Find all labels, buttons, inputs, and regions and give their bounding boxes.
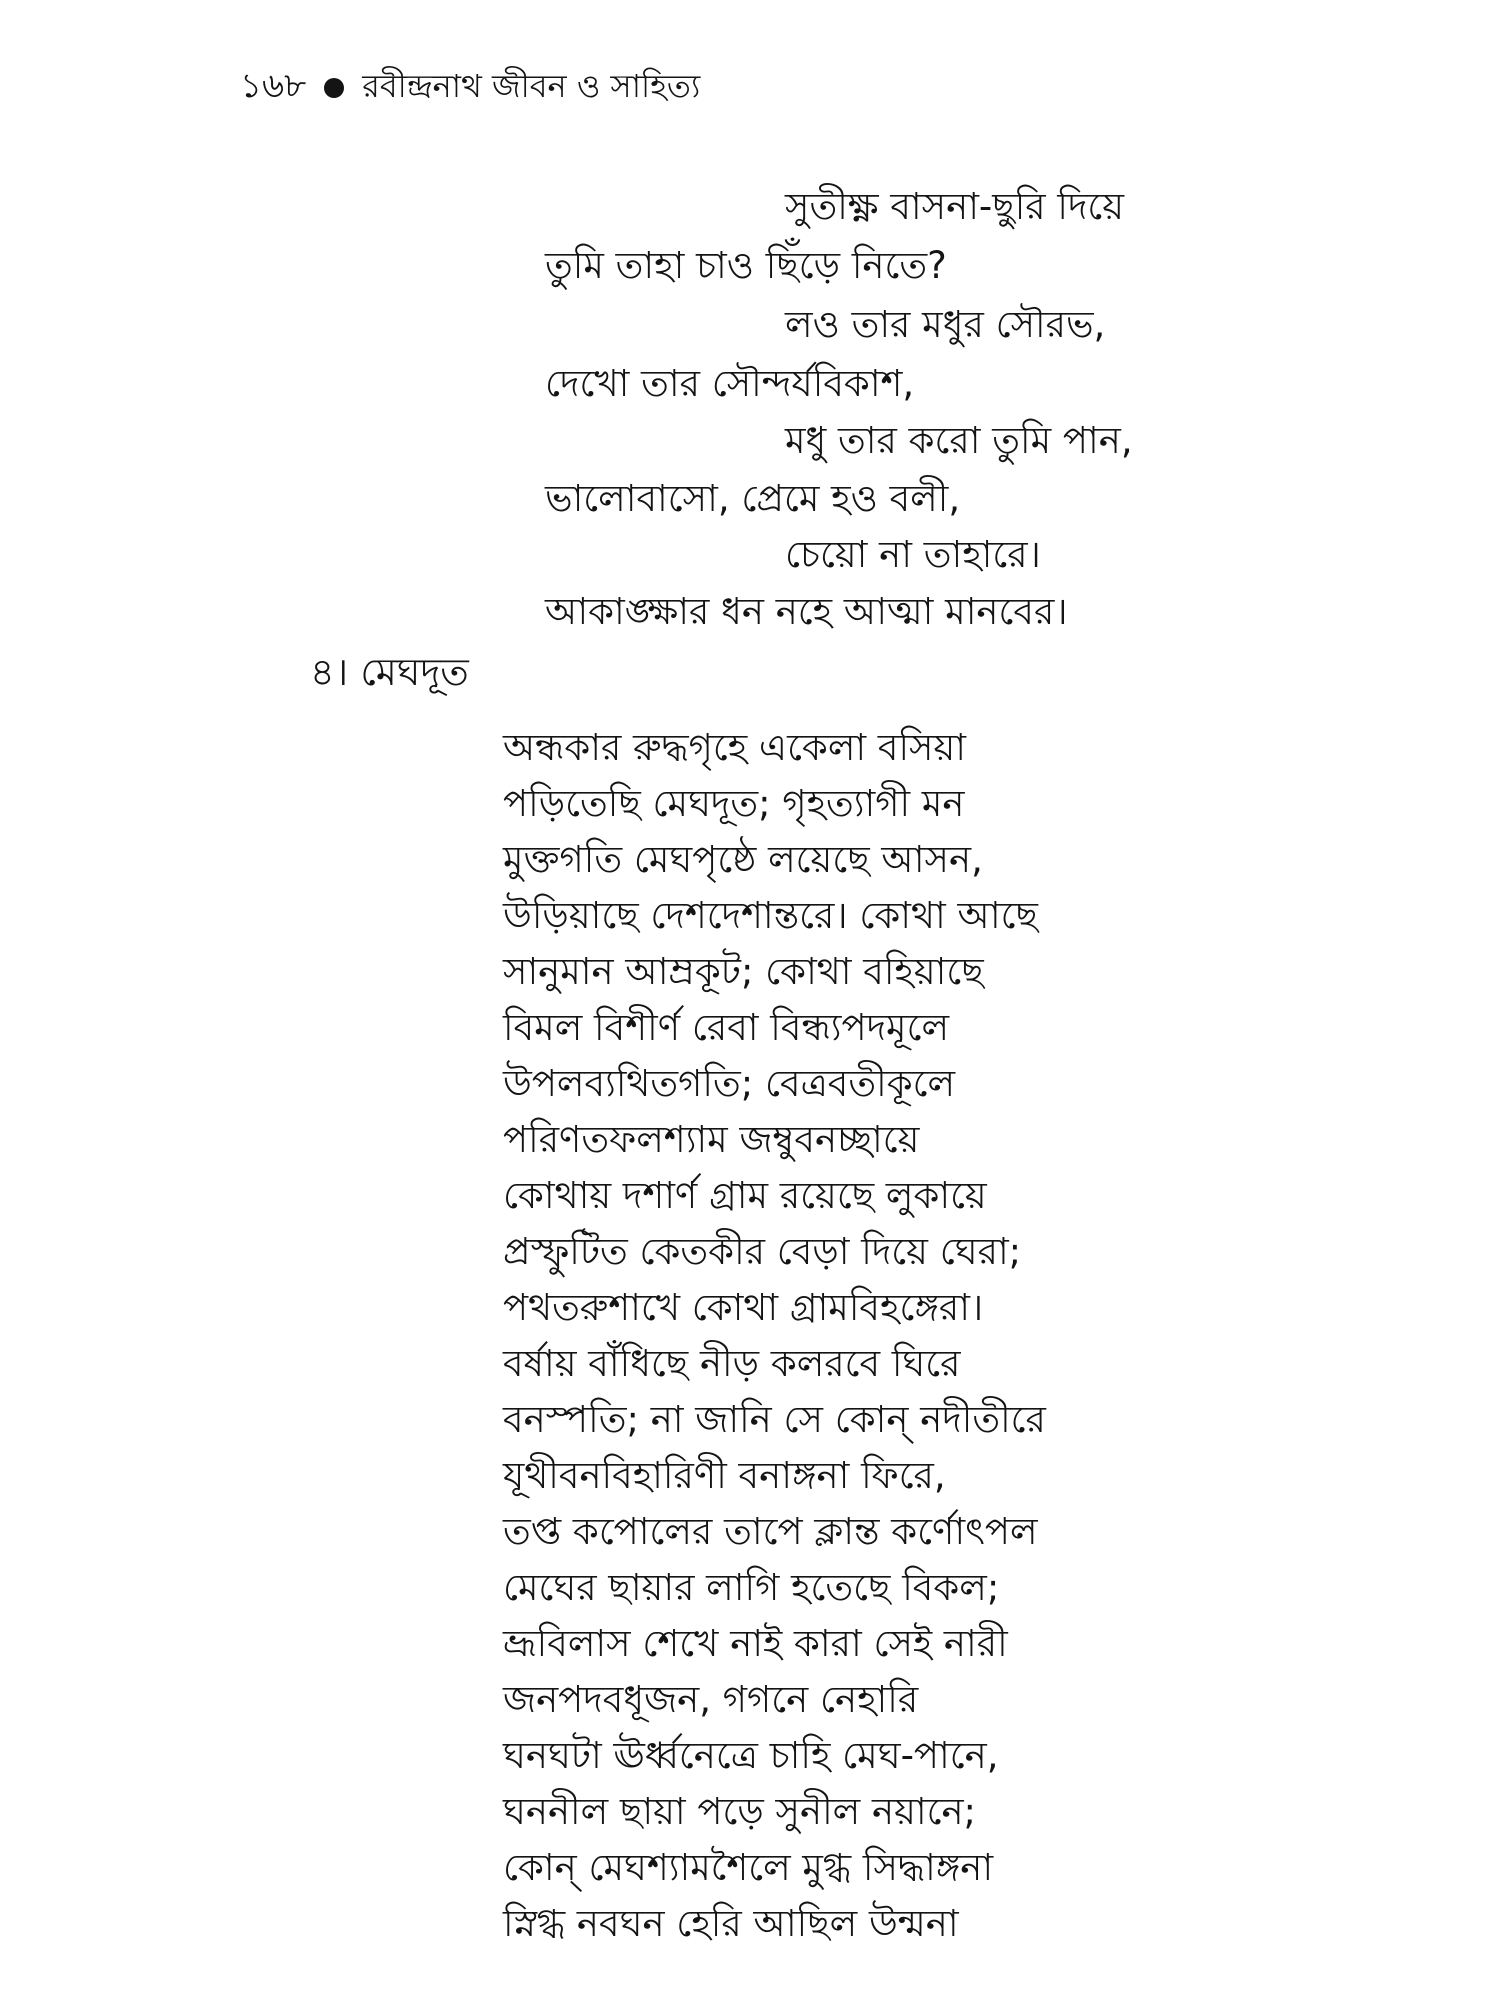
poem-line: মধু তার করো তুমি পান, <box>785 419 1133 462</box>
poem-line: স্নিগ্ধ নবঘন হেরি আছিল উন্মনা <box>503 1902 959 1945</box>
poem-line: চেয়ো না তাহারে। <box>785 533 1041 576</box>
poem-line: কোথায় দশার্ণ গ্রাম রয়েছে লুকায়ে <box>503 1174 987 1217</box>
poem-line: প্রস্ফুটিত কেতকীর বেড়া দিয়ে ঘেরা; <box>503 1230 1022 1273</box>
poem-line: উড়িয়াছে দেশদেশান্তরে। কোথা আছে <box>503 894 1038 937</box>
book-title: রবীন্দ্রনাথ জীবন ও সাহিত্য <box>362 67 701 105</box>
poem-line: তুমি তাহা চাও ছিঁড়ে নিতে? <box>545 244 947 287</box>
poem-line: পথতরুশাখে কোথা গ্রামবিহঙ্গেরা। <box>503 1286 984 1329</box>
poem-line: লও তার মধুর সৌরভ, <box>785 303 1106 346</box>
page-header <box>240 64 700 112</box>
poem-line: আকাঙ্ক্ষার ধন নহে আত্মা মানবের। <box>545 590 1068 633</box>
poem-line: ঘননীল ছায়া পড়ে সুনীল নয়ানে; <box>503 1790 977 1833</box>
poem-line: পরিণতফলশ্যাম জম্বুবনচ্ছায়ে <box>503 1118 920 1161</box>
poem-line: মুক্তগতি মেঘপৃষ্ঠে লয়েছে আসন, <box>503 838 983 881</box>
poem-line: ঘনঘটা ঊর্ধ্বনেত্রে চাহি মেঘ-পানে, <box>503 1734 999 1777</box>
poem-line: দেখো তার সৌন্দর্যবিকাশ, <box>545 362 915 405</box>
poem-line: বিমল বিশীর্ণ রেবা বিন্ধ্যপদমূলে <box>503 1006 950 1049</box>
poem-line: তপ্ত কপোলের তাপে ক্লান্ত কর্ণোৎপল <box>503 1510 1038 1553</box>
poem-line: ভালোবাসো, প্রেমে হও বলী, <box>545 477 961 520</box>
poem-line: ভ্রূবিলাস শেখে নাই কারা সেই নারী <box>503 1622 1008 1665</box>
poem-line: পড়িতেছি মেঘদূত; গৃহত্যাগী মন <box>503 782 965 825</box>
bullet-icon <box>324 78 344 98</box>
poem-line: সুতীক্ষ্ণ বাসনা-ছুরি দিয়ে <box>785 185 1125 228</box>
poem-line: মেঘের ছায়ার লাগি হতেছে বিকল; <box>503 1566 1000 1609</box>
poem-line: বর্ষায় বাঁধিছে নীড় কলরবে ঘিরে <box>503 1342 961 1385</box>
poem-line: যূথীবনবিহারিণী বনাঙ্গনা ফিরে, <box>503 1454 946 1497</box>
page-number: ১৬৮ <box>240 65 307 106</box>
poem-line: বনস্পতি; না জানি সে কোন্ নদীতীরে <box>503 1398 1046 1441</box>
section-title: ৪। মেঘদূত <box>310 650 469 694</box>
poem-line: সানুমান আম্রকূট; কোথা বহিয়াছে <box>503 950 984 993</box>
poem-line: কোন্ মেঘশ্যামশৈলে মুগ্ধ সিদ্ধাঙ্গনা <box>503 1846 994 1889</box>
poem-line: উপলব্যথিতগতি; বেত্রবতীকূলে <box>503 1062 956 1105</box>
poem-line: জনপদবধূজন, গগনে নেহারি <box>503 1678 919 1721</box>
poem-line: অন্ধকার রুদ্ধগৃহে একেলা বসিয়া <box>503 726 967 769</box>
